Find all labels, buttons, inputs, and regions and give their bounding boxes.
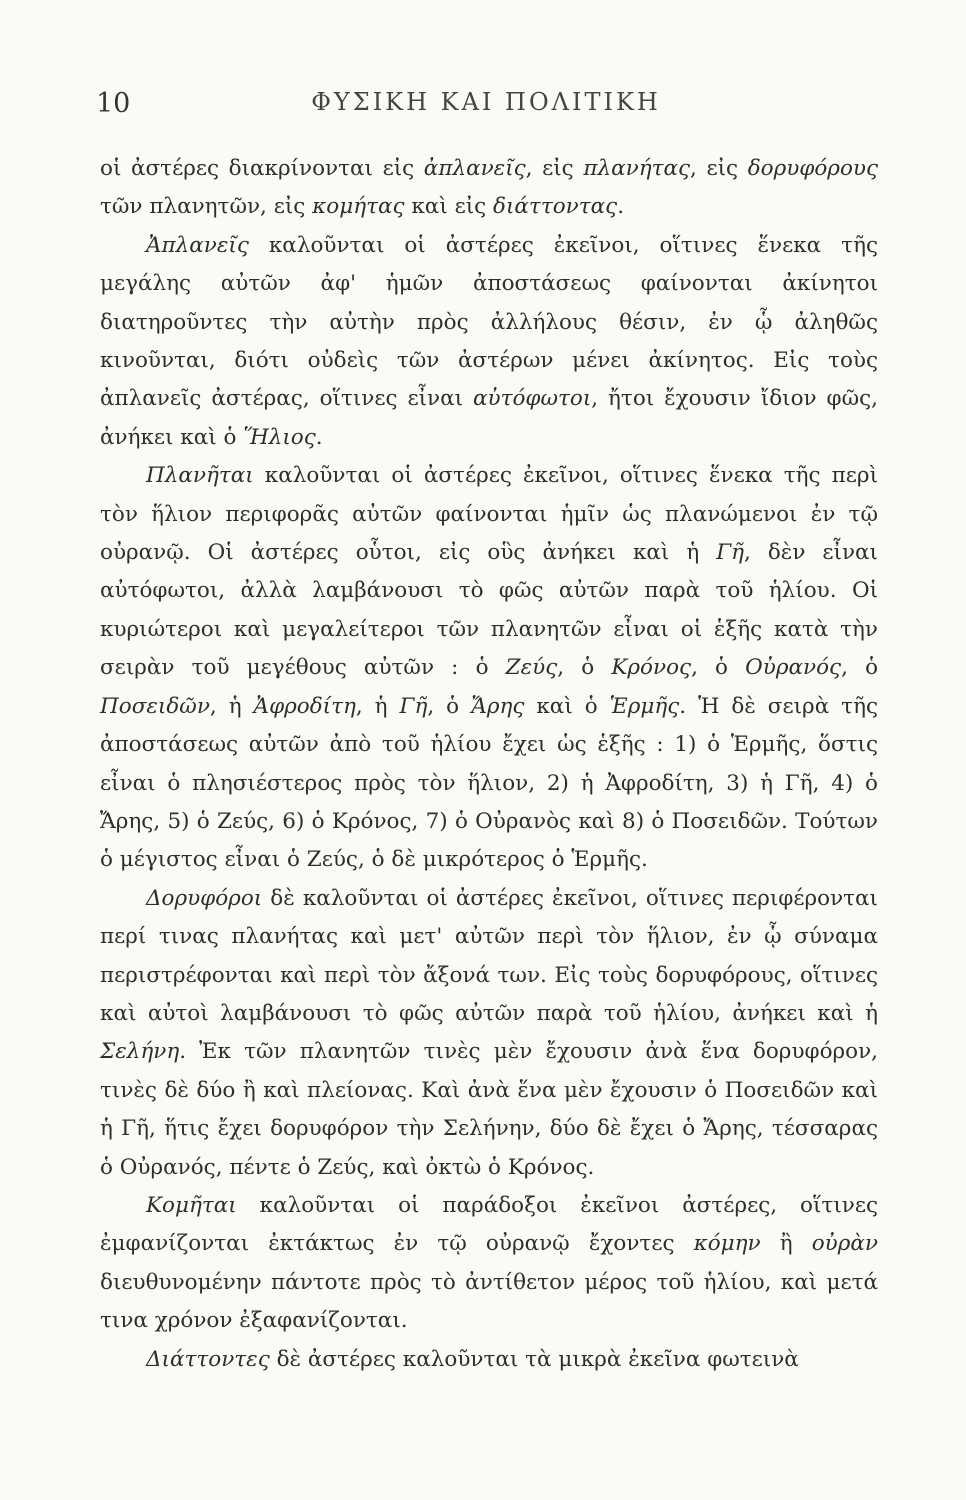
term-text: δορυφόρους xyxy=(747,156,878,181)
term-text: οὐρὰν xyxy=(811,1231,878,1257)
term-text: Δορυφόροι xyxy=(146,885,263,911)
paragraph-intro xyxy=(100,150,878,227)
paragraph-kometai xyxy=(100,1187,878,1341)
term-text: Ἑρμῆς xyxy=(609,693,680,719)
term-text: αὐτόφωτοι xyxy=(472,386,592,412)
text-run: , ὁ xyxy=(691,655,746,681)
paragraph-aplaneis xyxy=(100,227,878,457)
text-run: καὶ ὁ xyxy=(524,693,610,719)
text-run: καλοῦνται οἱ παράδοξοι ἐκεῖνοι ἀστέρες, οἵτινες ἐμφανίζονται ἐκτάκτως ἐν τῷ οὐρανῷ ἔχοντες xyxy=(100,1192,878,1257)
text-run: . xyxy=(315,424,323,450)
text-run: τῶν πλανητῶν, εἰς xyxy=(100,194,313,220)
text-run: καὶ εἰς xyxy=(404,194,494,220)
text-run: , ὁ xyxy=(557,655,612,681)
term-text: Ζεύς xyxy=(505,655,558,681)
term-text: Ἀφροδίτη xyxy=(253,693,356,719)
text-run: δὲ ἀστέρες καλοῦνται τὰ μικρὰ ἐκεῖνα φωτεινὰ xyxy=(269,1346,799,1372)
text-run: καλοῦνται οἱ ἀστέρες ἐκεῖνοι, οἵτινες ἕνεκα τῆς περὶ τὸν ἥλιον περιφορᾶς αὐτῶν φαίνονται ἡμῖν ὡς πλανώμενοι ἐν τῷ οὐρανῷ. Οἱ ἀστέρες οὗτοι, εἰς οὓς ἀνήκει καὶ ἡ xyxy=(100,463,878,566)
term-text: Ἀπλανεῖς xyxy=(146,232,249,258)
term-text: Οὐρανός xyxy=(745,655,842,681)
text-run: δὲ καλοῦνται οἱ ἀστέρες ἐκεῖνοι, οἵτινες περιφέρονται περί τινας πλανήτας καὶ μετ' αὐτῶν περὶ τὸν ἥλιον, ἐν ᾧ σύναμα περιστρέφονται καὶ περὶ τὸν ἄξονά των. Εἰς τοὺς δορυφόρους, οἵτινες καὶ αὐτοὶ λαμβάνουσι τὸ φῶς αὐτῶν παρὰ τοῦ ἡλίου, ἀνήκει καὶ ἡ xyxy=(100,885,878,1026)
term-text: κόμην xyxy=(693,1231,761,1257)
page-header xyxy=(96,88,876,124)
text-run: ἢ xyxy=(760,1231,812,1257)
text-run: καλοῦνται οἱ ἀστέρες ἐκεῖνοι, οἵτινες ἕνεκα τῆς μεγάλης αὐτῶν ἀφ' ἡμῶν ἀποστάσεως φαίνονται ἀκίνητοι διατηροῦντες τὴν αὐτὴν πρὸς ἀλλήλους θέσιν, ἐν ᾧ ἀληθῶς κινοῦνται, διότι οὐδεὶς τῶν ἀστέρων μένει ἀκίνητος. Εἰς τοὺς ἀπλανεῖς ἀστέρας, οἵτινες εἶναι xyxy=(100,232,878,412)
term-text: Κομῆται xyxy=(146,1192,237,1218)
term-text: Ποσειδῶν xyxy=(100,693,210,719)
text-run: οἱ ἀστέρες διακρίνονται εἰς xyxy=(100,156,424,181)
text-run: . Ἐκ τῶν πλανητῶν τινὲς μὲν ἔχουσιν ἀνὰ ἕνα δορυφόρον, τινὲς δὲ δύο ἢ καὶ πλείονας. Καὶ ἀνὰ ἕνα μὲν ἔχουσιν ὁ Ποσειδῶν καὶ ἡ Γῆ, ἥτις ἔχει δορυφόρον τὴν Σελήνην, δύο δὲ ἔχει ὁ Ἄρης, τέσσαρας ὁ Οὐρανός, πέντε ὁ Ζεύς, καὶ ὀκτὼ ὁ Κρόνος. xyxy=(100,1039,878,1180)
text-run: , δὲν εἶναι αὐτόφωτοι, ἀλλὰ λαμβάνουσι τὸ φῶς αὐτῶν παρὰ τοῦ ἡλίου. Οἱ κυριώτεροι καὶ μεγαλείτεροι τῶν πλανητῶν εἶναι οἱ ἑξῆς κατὰ τὴν σειρὰν τοῦ μεγέθους αὐτῶν : ὁ xyxy=(100,540,878,681)
term-text: κομήτας xyxy=(312,194,405,220)
term-text: Πλανῆται xyxy=(146,463,254,489)
term-text: ἀπλανεῖς xyxy=(423,156,526,181)
text-run: . xyxy=(617,194,625,220)
text-run: , εἰς xyxy=(690,156,748,181)
term-text: Γῆ xyxy=(716,540,745,566)
text-run: , ὁ xyxy=(841,655,879,681)
term-text: Γῆ xyxy=(399,693,428,719)
term-text: Ἥλιος xyxy=(243,424,316,450)
term-text: Κρόνος xyxy=(611,655,692,681)
text-run: , ἡ xyxy=(209,693,254,719)
paragraph-planetai xyxy=(100,457,878,879)
text-run: , ὁ xyxy=(427,693,472,719)
text-run: διευθυνομένην πάντοτε πρὸς τὸ ἀντίθετον μέρος τοῦ ἡλίου, καὶ μετά τινα χρόνον ἐξαφανίζονται. xyxy=(100,1269,878,1334)
running-title: ΦΥΣΙΚΗ ΚΑΙ ΠΟΛΙΤΙΚΗ xyxy=(311,88,661,116)
text-run: , εἰς xyxy=(525,156,584,181)
text-run: . Ἡ δὲ σειρὰ τῆς ἀποστάσεως αὐτῶν ἀπὸ τοῦ ἡλίου ἔχει ὡς ἑξῆς : 1) ὁ Ἑρμῆς, ὅστις εἶναι ὁ πλησιέστερος πρὸς τὸν ἥλιον, 2) ἡ Ἀφροδίτη, 3) ἡ Γῆ, 4) ὁ Ἄρης, 5) ὁ Ζεύς, 6) ὁ Κρόνος, 7) ὁ Οὐρανὸς καὶ 8) ὁ Ποσειδῶν. Τούτων ὁ μέγιστος εἶναι ὁ Ζεύς, ὁ δὲ μικρότερος ὁ Ἑρμῆς. xyxy=(100,693,878,873)
body-text xyxy=(100,150,878,1379)
term-text: Διάττοντες xyxy=(146,1346,270,1372)
term-text: πλανήτας xyxy=(583,156,691,181)
term-text: Ἄρης xyxy=(471,693,525,719)
paragraph-doryphoroi xyxy=(100,880,878,1187)
paragraph-diattontes xyxy=(100,1341,878,1379)
term-text: διάττοντας xyxy=(493,194,618,220)
text-run: , ἤτοι ἔχουσιν ἴδιον φῶς, ἀνήκει καὶ ὁ xyxy=(100,386,879,450)
text-run: , ἡ xyxy=(355,693,400,719)
term-text: Σελήνη xyxy=(100,1039,180,1065)
page-number: 10 xyxy=(96,88,131,119)
